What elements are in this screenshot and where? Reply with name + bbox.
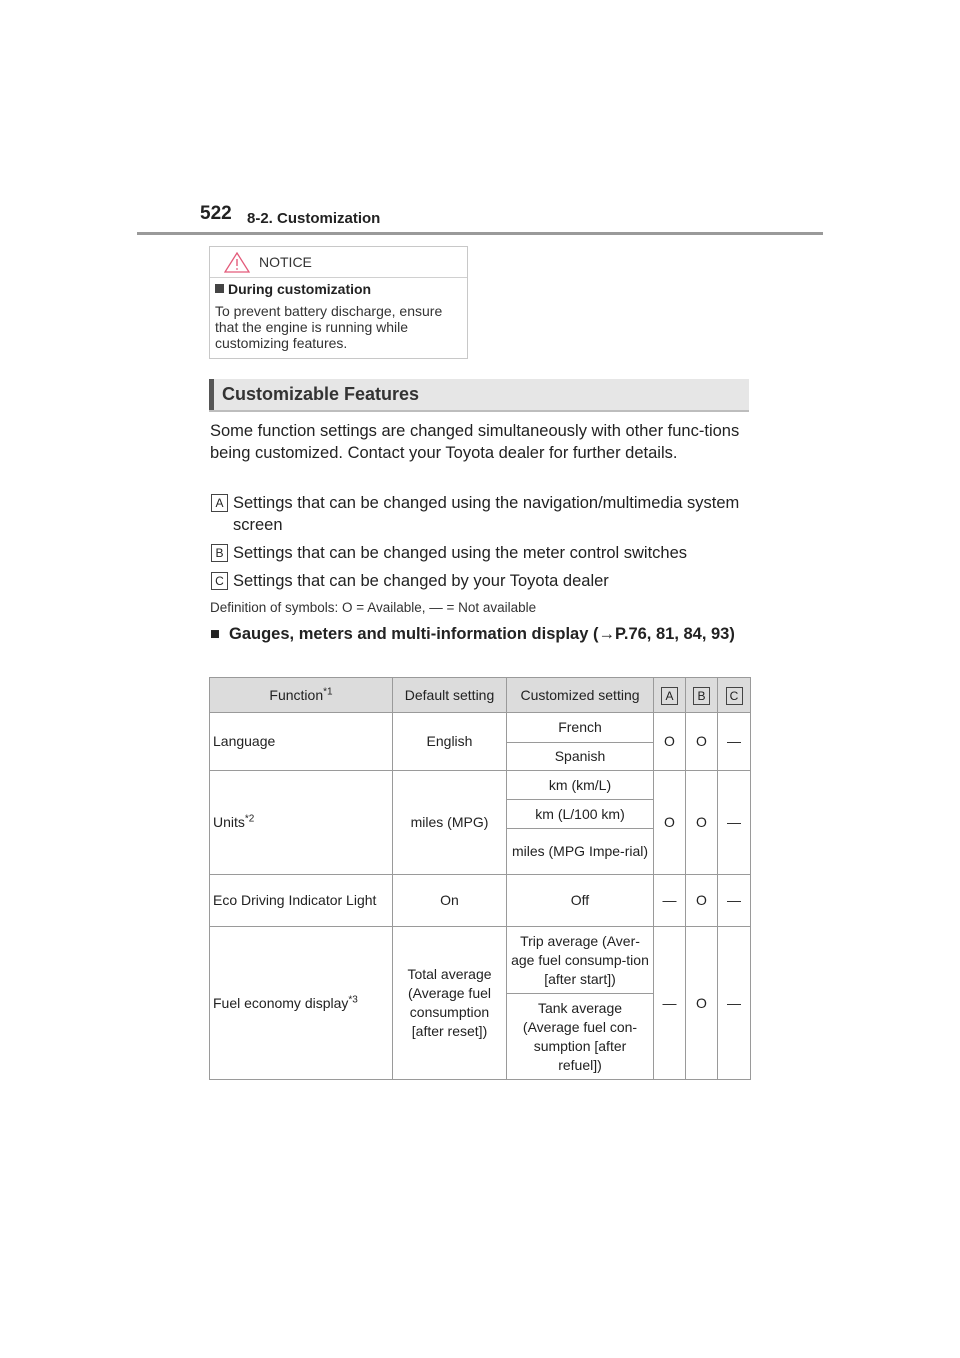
cell-option: Off — [507, 875, 654, 927]
notice-header — [210, 247, 467, 278]
cell-option: Trip average (Aver-age fuel consump-tion [after start]) — [507, 927, 654, 994]
page-number: 522 — [200, 203, 232, 224]
table-header-row — [210, 678, 751, 713]
warning-triangle-icon — [224, 252, 250, 273]
cell-c: — — [718, 927, 751, 1080]
cell-a: — — [654, 875, 686, 927]
table-row — [210, 875, 751, 927]
cell-c: — — [718, 875, 751, 927]
header-b — [686, 678, 718, 713]
cell-a: — — [654, 927, 686, 1080]
header-c — [718, 678, 751, 713]
badge-b-icon: B — [693, 687, 710, 705]
header-rule — [137, 232, 823, 235]
notice-label: NOTICE — [259, 254, 312, 270]
header-a — [654, 678, 686, 713]
header-default: Default setting — [393, 678, 507, 713]
cell-function: Eco Driving Indicator Light — [210, 875, 393, 927]
cell-default: On — [393, 875, 507, 927]
legend-text: Settings that can be changed using the meter control switches — [233, 544, 688, 562]
cell-function: Language — [210, 713, 393, 771]
badge-c-icon: C — [726, 687, 743, 705]
badge-a-icon: A — [661, 687, 678, 705]
section-title: 8-2. Customization — [247, 210, 381, 227]
subsection-heading-text: Gauges, meters and multi-information display (→P.76, 81, 84, 93) — [229, 625, 735, 643]
cell-option: miles (MPG Impe-rial) — [507, 829, 654, 875]
cell-b: O — [686, 927, 718, 1080]
cell-c: — — [718, 771, 751, 875]
cell-option: Tank average (Average fuel con-sumption [after refuel]) — [507, 994, 654, 1080]
legend-text: Settings that can be changed using the navigation/multimedia system screen — [233, 494, 740, 534]
badge-b-icon: B — [211, 544, 228, 562]
cell-default: Total average (Average fuel consumption [after reset]) — [393, 927, 507, 1080]
cell-option: km (km/L) — [507, 771, 654, 800]
section-banner-title: Customizable Features — [222, 384, 420, 404]
header-function: Function$^{*1}$ — [210, 678, 393, 713]
customization-table — [209, 677, 751, 1080]
square-bullet-icon — [215, 284, 224, 293]
banner-bar — [209, 379, 214, 410]
table-row — [210, 771, 751, 800]
intro-paragraph: Some function settings are changed simultaneously with other func-tions being customized. Contact your Toyota dealer for further details. — [210, 422, 740, 462]
notice-box — [209, 246, 468, 359]
cell-option: km (L/100 km) — [507, 800, 654, 829]
cell-a: O — [654, 771, 686, 875]
cell-option: Spanish — [507, 743, 654, 771]
cell-option: French — [507, 713, 654, 743]
section-banner — [209, 379, 749, 412]
cell-function: Fuel economy display$^{*3}$ — [210, 927, 393, 1080]
cell-a: O — [654, 713, 686, 771]
legend-text: Settings that can be changed by your Toyota dealer — [233, 572, 609, 590]
table-row — [210, 927, 751, 994]
cell-default: miles (MPG) — [393, 771, 507, 875]
cell-default: English — [393, 713, 507, 771]
cell-b: O — [686, 713, 718, 771]
symbol-definition: Definition of symbols: O = Available, — = Not available — [210, 600, 537, 615]
square-bullet-icon: ■ — [210, 625, 220, 643]
cell-b: O — [686, 771, 718, 875]
header-customized: Customized setting — [507, 678, 654, 713]
cell-b: O — [686, 875, 718, 927]
table-row — [210, 713, 751, 743]
badge-c-icon: C — [211, 572, 228, 590]
badge-a-icon: A — [211, 494, 228, 512]
notice-body: To prevent battery discharge, ensure that the engine is running while customizing features. — [215, 303, 443, 351]
cell-function: Units$^{*2}$ — [210, 771, 393, 875]
notice-subtitle: During customization — [215, 281, 371, 297]
cell-c: — — [718, 713, 751, 771]
